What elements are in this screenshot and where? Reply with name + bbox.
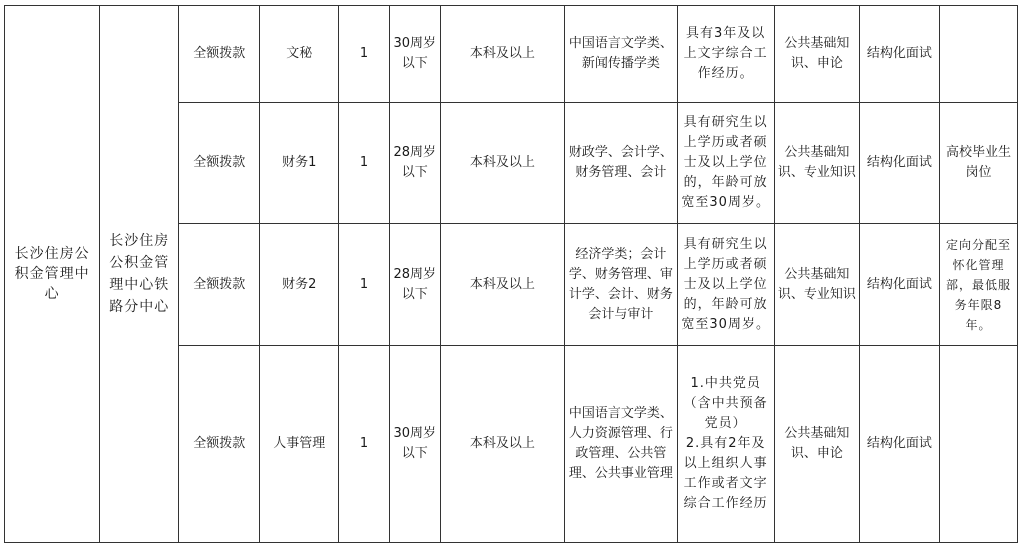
age-cell: 30周岁以下 xyxy=(389,346,440,543)
age-cell: 28周岁以下 xyxy=(389,103,440,224)
funding-cell: 全额拨款 xyxy=(179,6,260,103)
funding-cell: 全额拨款 xyxy=(179,224,260,346)
exam-subject-cell: 公共基础知识、申论 xyxy=(774,346,859,543)
interview-cell: 结构化面试 xyxy=(859,346,939,543)
education-cell: 本科及以上 xyxy=(440,103,565,224)
age-cell: 30周岁以下 xyxy=(389,6,440,103)
major-cell: 中国语言文学类、人力资源管理、行政管理、公共管理、公共事业管理 xyxy=(565,346,677,543)
position-cell: 财务1 xyxy=(260,103,339,224)
education-cell: 本科及以上 xyxy=(440,6,565,103)
position-cell: 人事管理 xyxy=(260,346,339,543)
funding-cell: 全额拨款 xyxy=(179,103,260,224)
count-cell: 1 xyxy=(339,224,390,346)
count-cell: 1 xyxy=(339,346,390,543)
table-row xyxy=(5,6,1018,103)
remark-cell: 定向分配至怀化管理部，最低服务年限8年。 xyxy=(939,224,1017,346)
major-cell: 经济学类；会计学、财务管理、审计学、会计、财务会计与审计 xyxy=(565,224,677,346)
remark-cell: 高校毕业生岗位 xyxy=(939,103,1017,224)
education-cell: 本科及以上 xyxy=(440,224,565,346)
exam-subject-cell: 公共基础知识、专业知识 xyxy=(774,224,859,346)
unit-cell: 长沙住房公积金管理中心铁路分中心 xyxy=(100,6,179,543)
remark-cell xyxy=(939,346,1017,543)
recruitment-table-wrapper xyxy=(4,5,1018,543)
other-requirement-cell: 具有研究生以上学历或者硕士及以上学位的，年龄可放宽至30周岁。 xyxy=(677,224,774,346)
other-requirement-cell: 具有3年及以上文字综合工作经历。 xyxy=(677,6,774,103)
education-cell: 本科及以上 xyxy=(440,346,565,543)
major-cell: 财政学、会计学、财务管理、会计 xyxy=(565,103,677,224)
other-requirement-cell: 具有研究生以上学历或者硕士及以上学位的，年龄可放宽至30周岁。 xyxy=(677,103,774,224)
requirement-item-2: 2.具有2年及以上组织人事工作或者文字综合工作经历 xyxy=(683,436,768,511)
recruitment-positions-table xyxy=(4,5,1018,543)
requirement-item-1: 1.中共党员（含中共预备党员） xyxy=(683,376,768,431)
count-cell: 1 xyxy=(339,103,390,224)
age-cell: 28周岁以下 xyxy=(389,224,440,346)
major-cell: 中国语言文学类、新闻传播学类 xyxy=(565,6,677,103)
position-cell: 文秘 xyxy=(260,6,339,103)
other-requirement-cell xyxy=(677,346,774,543)
organization-cell: 长沙住房公积金管理中心 xyxy=(5,6,100,543)
interview-cell: 结构化面试 xyxy=(859,6,939,103)
exam-subject-cell: 公共基础知识、专业知识 xyxy=(774,103,859,224)
interview-cell: 结构化面试 xyxy=(859,103,939,224)
interview-cell: 结构化面试 xyxy=(859,224,939,346)
remark-cell xyxy=(939,6,1017,103)
funding-cell: 全额拨款 xyxy=(179,346,260,543)
exam-subject-cell: 公共基础知识、申论 xyxy=(774,6,859,103)
position-cell: 财务2 xyxy=(260,224,339,346)
count-cell: 1 xyxy=(339,6,390,103)
